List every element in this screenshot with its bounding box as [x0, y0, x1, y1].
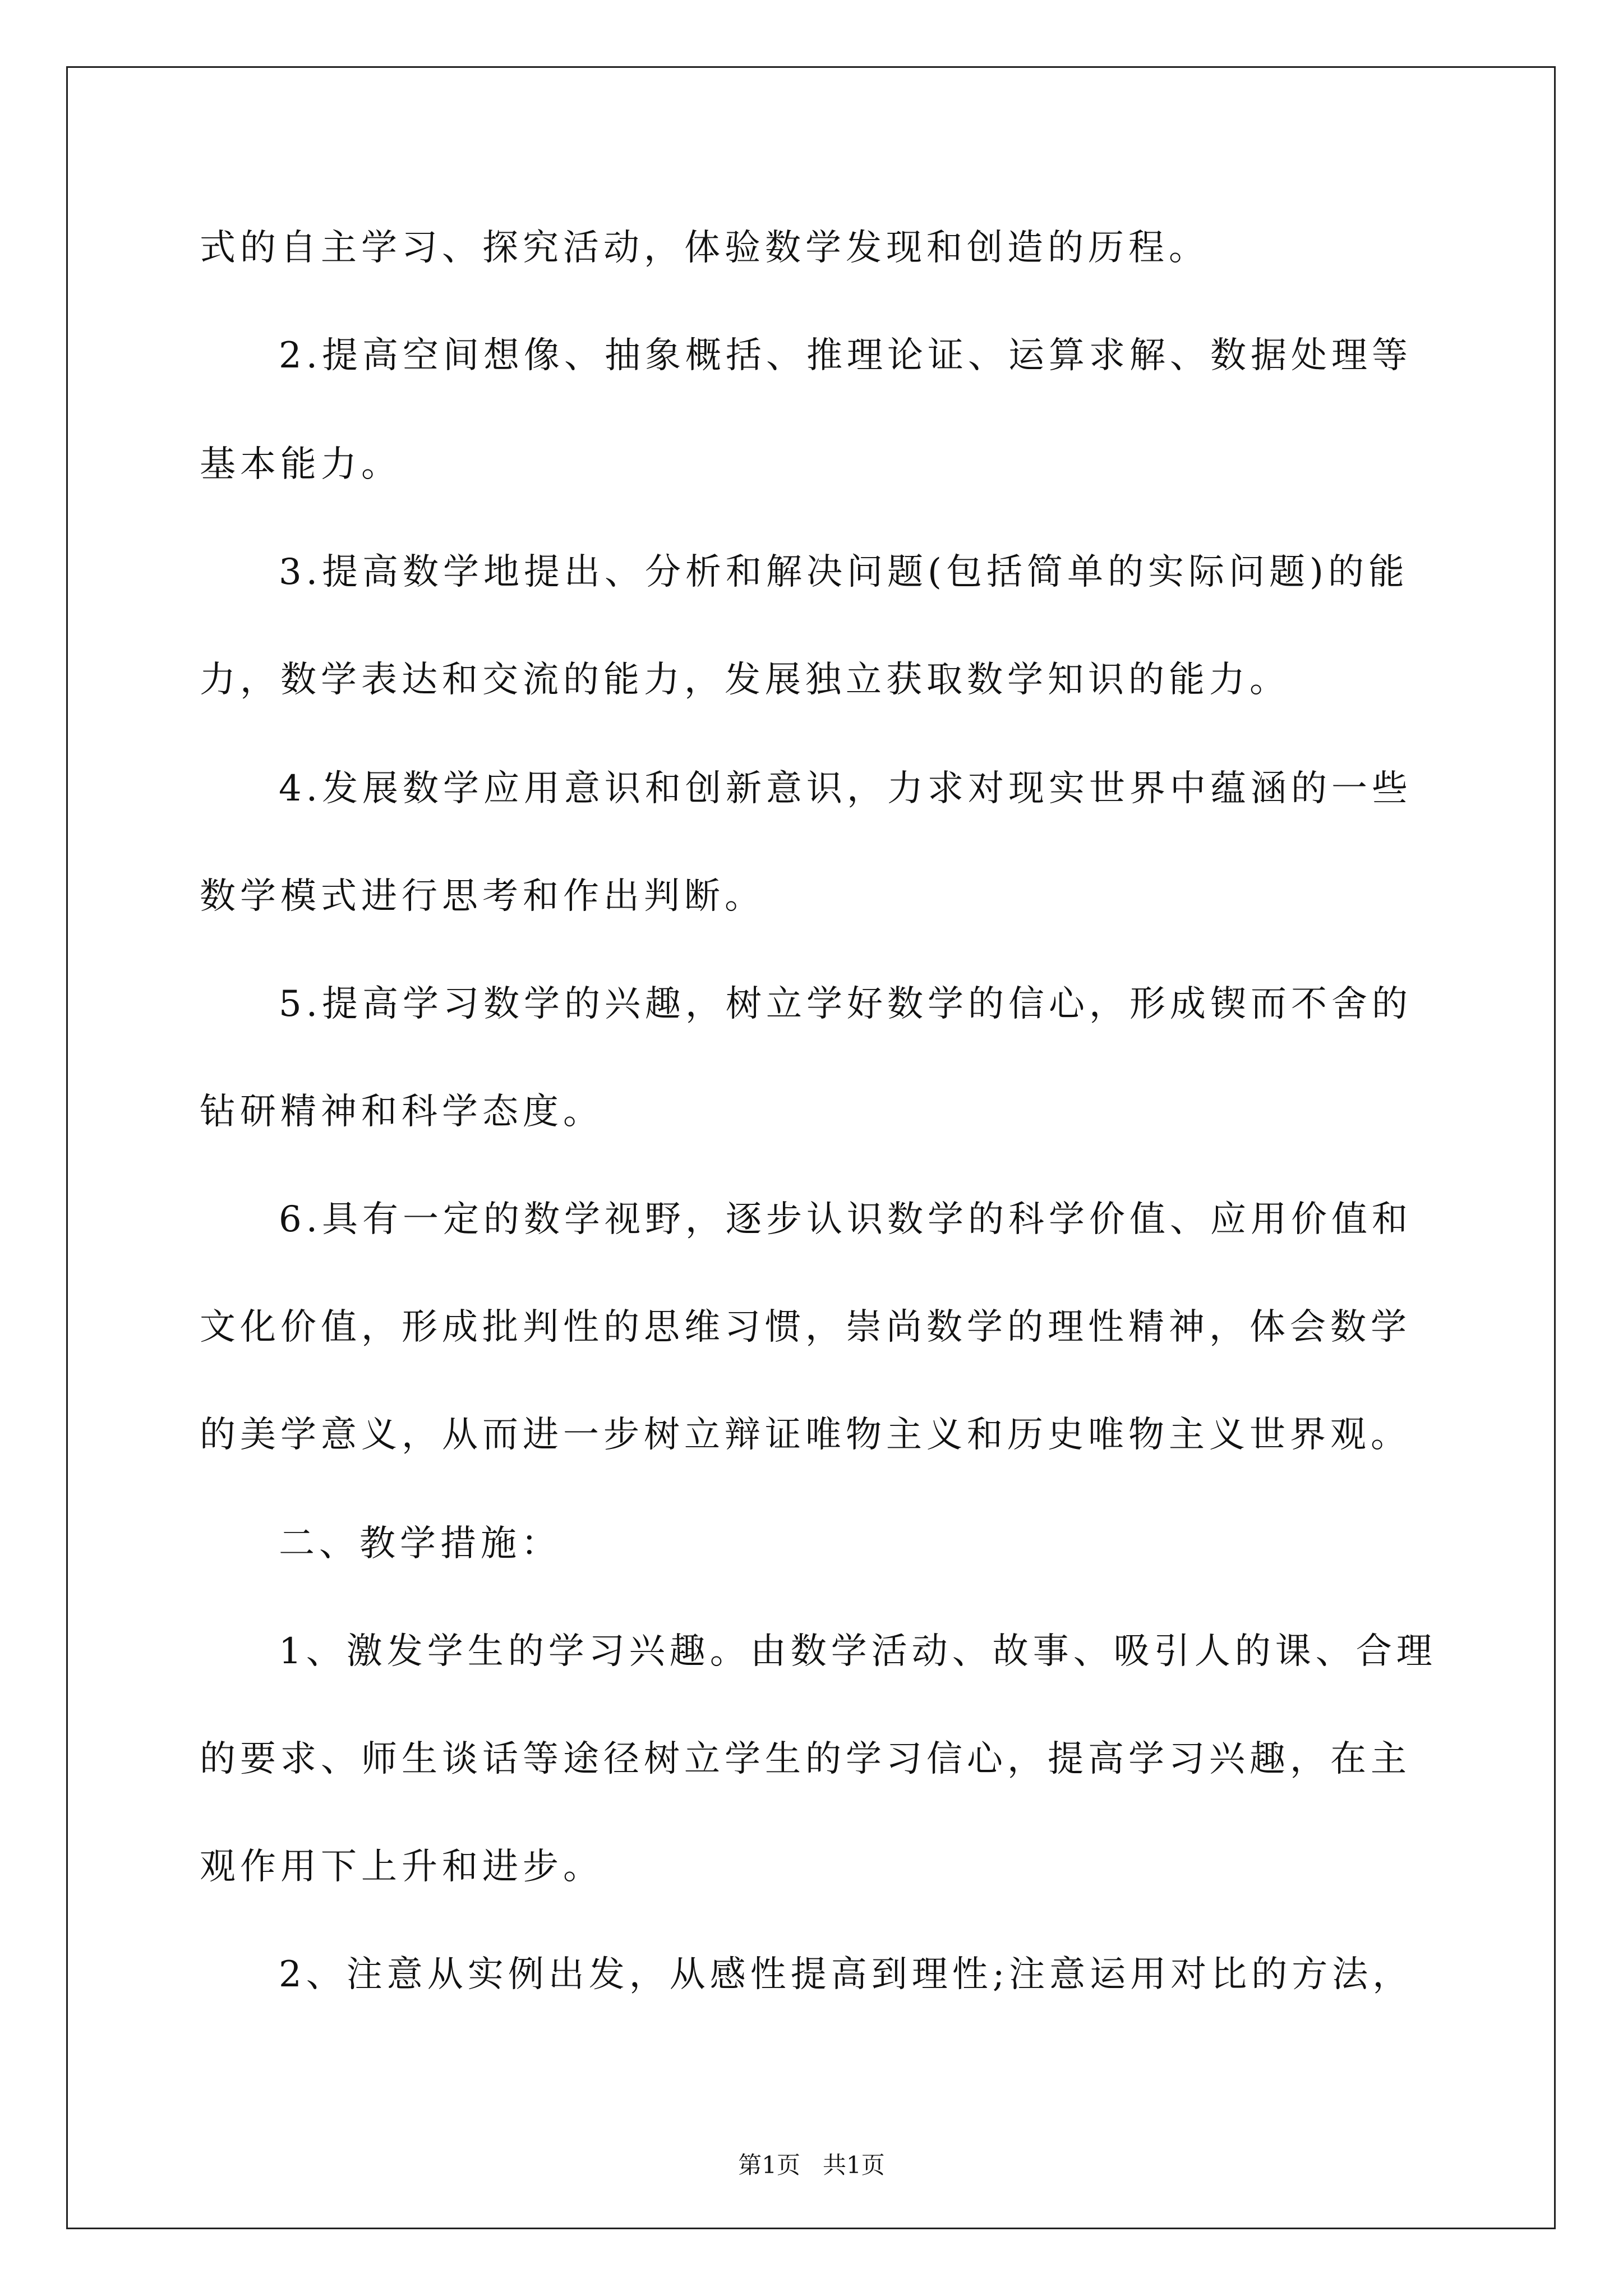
text-line-10: 6.具有一定的数学视野，逐步认识数学的科学价值、应用价值和: [279, 1199, 1413, 1240]
text-line-16: 观作用下上升和进步。: [200, 1846, 603, 1888]
text-line-8: 5.提高学习数学的兴趣，树立学好数学的信心，形成锲而不舍的: [279, 983, 1413, 1025]
text-line-11: 文化价值，形成批判性的思维习惯，崇尚数学的理性精神，体会数学: [200, 1306, 1411, 1348]
page-border: [66, 66, 1556, 2229]
text-line-6: 4.发展数学应用意识和创新意识，力求对现实世界中蕴涵的一些: [279, 768, 1413, 809]
text-line-17: 2、注意从实例出发，从感性提高到理性;注意运用对比的方法，: [279, 1954, 1413, 1995]
text-line-5: 力，数学表达和交流的能力，发展独立获取数学知识的能力。: [200, 659, 1290, 701]
text-line-1: 式的自主学习、探究活动，体验数学发现和创造的历程。: [200, 227, 1209, 269]
text-line-2: 2.提高空间想像、抽象概括、推理论证、运算求解、数据处理等: [279, 335, 1413, 376]
text-line-14: 1、激发学生的学习兴趣。由数学活动、故事、吸引人的课、合理: [279, 1631, 1437, 1672]
section-heading: 二、教学措施：: [279, 1523, 561, 1565]
text-line-3: 基本能力。: [200, 444, 402, 485]
text-line-12: 的美学意义，从而进一步树立辩证唯物主义和历史唯物主义世界观。: [200, 1414, 1411, 1456]
text-line-4: 3.提高数学地提出、分析和解决问题(包括简单的实际问题)的能: [279, 551, 1409, 593]
text-line-15: 的要求、师生谈话等途径树立学生的学习信心，提高学习兴趣，在主: [200, 1738, 1411, 1780]
text-line-7: 数学模式进行思考和作出判断。: [200, 876, 765, 917]
text-line-9: 钻研精神和科学态度。: [200, 1091, 603, 1133]
page-footer: 第1页 共1页: [738, 2151, 885, 2179]
